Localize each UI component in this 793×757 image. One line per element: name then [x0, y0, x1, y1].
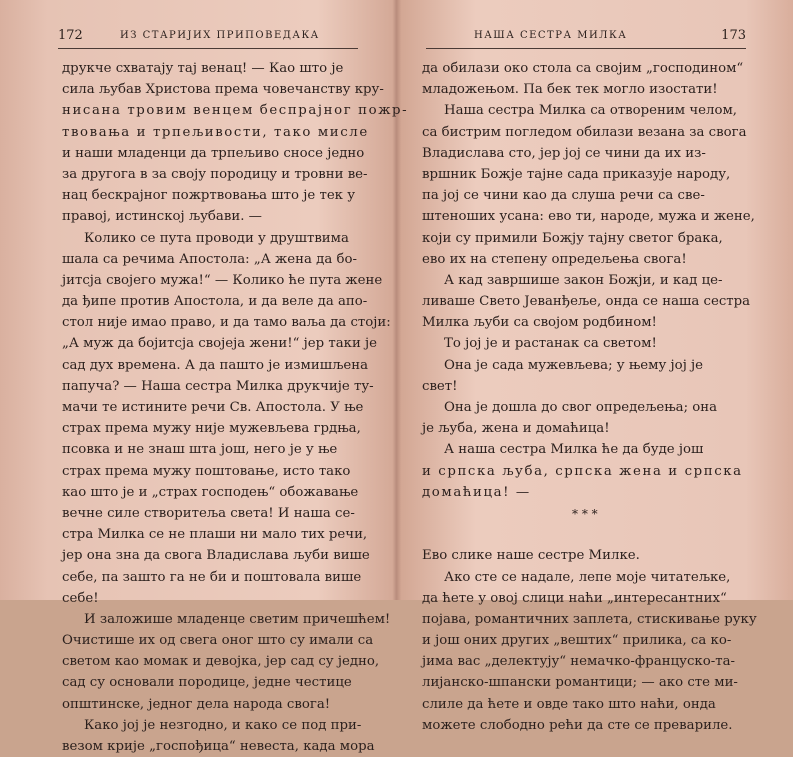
text-line: да ђипе против Апостола, и да веле да апо- — [62, 294, 368, 310]
text-line: можете слободно рећи да сте се превариле. — [422, 717, 733, 733]
text-line: твовања и трпељивости, тако мисле — [62, 124, 369, 140]
text-line — [422, 524, 740, 545]
text-line: себе, па зашто га не би и поштовала више — [62, 569, 362, 585]
text-line: везом крије „госпођица“ невеста, када мора — [62, 739, 375, 754]
left-page-header — [58, 30, 358, 49]
text-line: Ако сте се надале, лепе моје читатељке, — [444, 569, 731, 585]
right-page — [398, 0, 793, 733]
running-head-right: НАША СЕСТРА МИЛКА — [474, 30, 628, 41]
text-line: себе! — [62, 590, 99, 606]
right-page-header — [426, 30, 746, 49]
text-line: папуча? — Наша сестра Милка друкчије ту- — [62, 378, 374, 394]
left-page-body — [62, 58, 409, 757]
text-line: Владислава сто, јер јој се чини да их из- — [422, 145, 706, 161]
text-line: страх према мужу поштовање, исто тако — [62, 463, 351, 479]
text-line: лијанско-шпански романтици; — ако сте ми- — [422, 675, 738, 691]
text-line: домаћица! — — [422, 484, 531, 500]
text-line: „А муж да бојитсја своjеја жени!“ јер таки је — [62, 336, 378, 352]
text-line: нисана тровим венцем беспрајног пожр- — [62, 103, 409, 119]
page-number-left: 172 — [58, 28, 83, 43]
text-line: мачи те истините речи Св. Апостола. У ње — [62, 400, 364, 415]
text-line: вршник Божје тајне сада приказује народу, — [422, 166, 731, 182]
text-line: јер она зна да свога Владислава љуби више — [62, 548, 370, 564]
text-line: за другога в за своју породицу и тровни ве- — [62, 166, 368, 182]
text-line: То јој је и растанак са светом! — [444, 336, 657, 352]
text-line: вечне силе створитеља света! И наша се- — [62, 505, 355, 521]
text-line: општинске, једног дела народа свога! — [62, 696, 331, 712]
text-line: јитсја своjего мужа!“ — Колико ће пута жене — [62, 272, 383, 288]
text-line: са бистрим погледом обилази везана за свога — [422, 124, 747, 140]
text-line: Колико се пута проводи у друштвима — [84, 230, 349, 246]
text-line: ево их на степену опредељења свога! — [422, 251, 687, 267]
text-line: Ево слике наше сестре Милке. — [422, 548, 640, 564]
text-line: да ћете у овој слици наћи „интересантних“ — [422, 590, 727, 606]
text-line: страх према мужу није мужевљева грдња, — [62, 421, 361, 437]
text-line: да обилази око стола са својим „господином“ — [422, 61, 744, 76]
text-line: јима вас „делектују“ немачко-француско-та- — [422, 654, 736, 670]
text-line: па јој се чини као да слуша речи са све- — [422, 188, 705, 204]
text-line: као што је и „страх господењ“ обожавање — [62, 484, 359, 500]
text-line: Како јој је незгодно, и како се под при- — [84, 717, 362, 733]
text-line: сила љубав Христова према човечанству кру- — [62, 82, 384, 98]
text-line: А кад завршише закон Божји, и кад це- — [444, 272, 723, 288]
running-head-left: ИЗ СТАРИЈИХ ПРИПОВЕДАКА — [120, 30, 320, 41]
text-line: и наши младенци да трпељиво сносе једно — [62, 145, 365, 161]
text-line: сад дух времена. А да пашто је измишљена — [62, 357, 368, 373]
page-number-right: 173 — [721, 28, 746, 43]
text-line: Милка љуби са својом родбином! — [422, 315, 657, 331]
text-line: и српска љуба, српска жена и српска — [422, 463, 743, 479]
text-line: појава, романтичних заплета, стискивање руку — [422, 611, 757, 627]
text-line: стол није имао право, и да тамо ваља да стоји: — [62, 315, 391, 331]
text-line: Она је сада мужевљева; у њему јој је — [444, 357, 704, 373]
text-line: слиле да ћете и овде тако што наћи, онда — [422, 696, 716, 712]
text-line: је љуба, жена и домаћица! — [422, 421, 610, 437]
text-line: сад су основали породице, једне честице — [62, 675, 352, 691]
section-break-stars: * * * — [572, 507, 598, 521]
text-line: И заложише младенце светим причешћем! — [84, 611, 391, 627]
text-line: А наша сестра Милка ће да буде још — [444, 442, 704, 458]
text-line: правој, истинској љубави. — — [62, 209, 262, 225]
text-line: светом као момак и девојка, јер сад су једно, — [62, 654, 380, 670]
text-line: стра Милка се не плаши ни мало тих речи, — [62, 527, 368, 543]
right-page-body — [422, 58, 757, 736]
text-line: друкче схватају тај венац! — Као што је — [62, 61, 344, 76]
text-line: Наша сестра Милка са отвореним челом, — [444, 103, 738, 119]
text-line: Очистише их од свега оног што су имали са — [62, 633, 374, 649]
text-line: и још оних других „вештих“ прилика, са ко- — [422, 633, 732, 649]
text-line: свет! — [422, 378, 458, 394]
text-line: шала са речима Апостола: „А жена да бо- — [62, 251, 357, 267]
text-line: који су примили Божју тајну светог брака, — [422, 230, 723, 246]
text-line: ливаше Свето Јеванђеље, онда се наша сестра — [422, 294, 751, 310]
text-line: штеноших усана: ево ти, народе, мужа и жене, — [422, 209, 755, 225]
text-line: нац бескрајног пожртвовања што је тек у — [62, 188, 356, 204]
text-line: Она је дошла до свог опредељења; она — [444, 400, 718, 415]
text-line: псовка и не знаш шта још, него је у ње — [62, 442, 338, 458]
text-line: младожењом. Па бек тек могло изостати! — [422, 82, 718, 98]
